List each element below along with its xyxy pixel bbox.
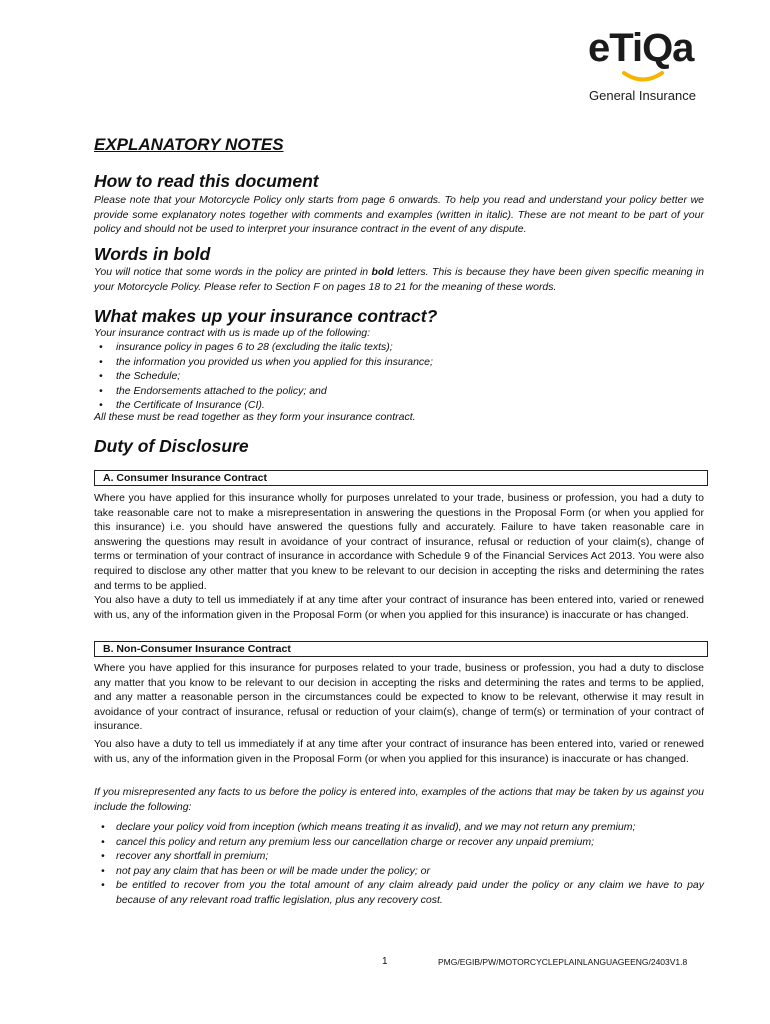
list-item: • cancel this policy and return any premium less our cancellation charge or recover any unpaid premium; <box>94 835 704 850</box>
document-code: PMG/EGIB/PW/MOTORCYCLEPLAINLANGUAGEENG/2403V1.8 <box>438 957 688 967</box>
etiqa-logo <box>588 26 713 106</box>
section-a-header: A. Consumer Insurance Contract <box>94 470 708 486</box>
contract-intro: Your insurance contract with us is made up of the following: <box>94 327 371 339</box>
section-b-paragraph-1: Where you have applied for this insurance for purposes related to your trade, business or profession, you had a duty to disclose any matter that you know to be relevant to our decision in accepting the risks and determining the rates and terms to be applied, and any matter a reasonable person in the circumstances could be expected to know to be relevant, otherwise it may result in avoidance of your contract of insurance, refusal or reduction of your claim(s), change of term(s) or termination of your contract of insurance. <box>94 662 704 733</box>
contract-list <box>94 340 694 413</box>
list-item: • the Endorsements attached to the policy; and <box>94 384 694 399</box>
misrepresentation-intro: If you misrepresented any facts to us before the policy is entered into, examples of the actions that may be taken by us against you include the following: <box>94 786 704 813</box>
logo-smile-icon <box>621 70 665 84</box>
bold-word: bold <box>371 266 394 278</box>
list-item: • be entitled to recover from you the total amount of any claim already paid under the policy or any claim we have to pay because of any relevant road traffic legislation, plus any recovery cost. <box>94 878 704 907</box>
how-to-read-text: Please note that your Motorcycle Policy only starts from page 6 onwards. To help you read and understand your policy better we provide some explanatory notes together with comments and examples (written in italic). These are not meant to be part of your policy and should not be used to interpret your insurance contract in the event of any dispute. <box>94 194 704 236</box>
logo-wordmark: eTiQa <box>588 26 694 70</box>
section-b-paragraph-2: You also have a duty to tell us immediately if at any time after your contract of insurance has been entered into, varied or renewed with us, any of the information given in the Proposal Form (or when you applied for this insurance) is inaccurate or has changed. <box>94 738 704 765</box>
document-title: EXPLANATORY NOTES <box>94 135 284 154</box>
list-item: • recover any shortfall in premium; <box>94 849 704 864</box>
words-in-bold-text: You will notice that some words in the policy are printed in bold letters. This is because they have been given specific meaning in your Motorcycle Policy. Please refer to Section F on pages 18 to 21 for the meaning of these words. <box>94 266 704 293</box>
list-item: • the Certificate of Insurance (CI). <box>94 398 694 413</box>
page-number: 1 <box>382 956 388 967</box>
heading-how-to-read: How to read this document <box>94 171 319 191</box>
section-a-paragraph-1: Where you have applied for this insurance wholly for purposes unrelated to your trade, business or profession, you had a duty to take reasonable care not to make a misrepresentation in answering the questions in the Proposal Form (or when you applied for this insurance) i.e. you should have answered the questions fully and accurately. Failure to have taken reasonable care in answering the questions may result in avoidance of your contract of insurance, refusal or reduction of your claim(s), change of terms or termination of your contract of insurance in accordance with Schedule 9 of the Financial Services Act 2013. You were also required to disclose any other matter that you knew to be relevant to our decision in accepting the risks and determining the rates and terms to be applied. <box>94 492 704 592</box>
list-item: • not pay any claim that has been or will be made under the policy; or <box>94 864 704 879</box>
list-item: • the information you provided us when you applied for this insurance; <box>94 355 694 370</box>
list-item: • declare your policy void from inception (which means treating it as invalid), and we may not return any premium; <box>94 820 704 835</box>
heading-words-in-bold: Words in bold <box>94 244 211 264</box>
logo-subtitle: General Insurance <box>589 88 696 103</box>
misrepresentation-list <box>94 820 704 908</box>
list-item: • the Schedule; <box>94 369 694 384</box>
heading-duty-of-disclosure: Duty of Disclosure <box>94 436 249 456</box>
section-b-header: B. Non-Consumer Insurance Contract <box>94 641 708 657</box>
section-a-paragraph-2: You also have a duty to tell us immediately if at any time after your contract of insurance has been entered into, varied or renewed with us, any of the information given in the Proposal Form (or when you applied for this insurance) is inaccurate or has changed. <box>94 594 704 621</box>
contract-closing: All these must be read together as they form your insurance contract. <box>94 411 416 423</box>
heading-insurance-contract: What makes up your insurance contract? <box>94 306 438 326</box>
list-item: • insurance policy in pages 6 to 28 (excluding the italic texts); <box>94 340 694 355</box>
